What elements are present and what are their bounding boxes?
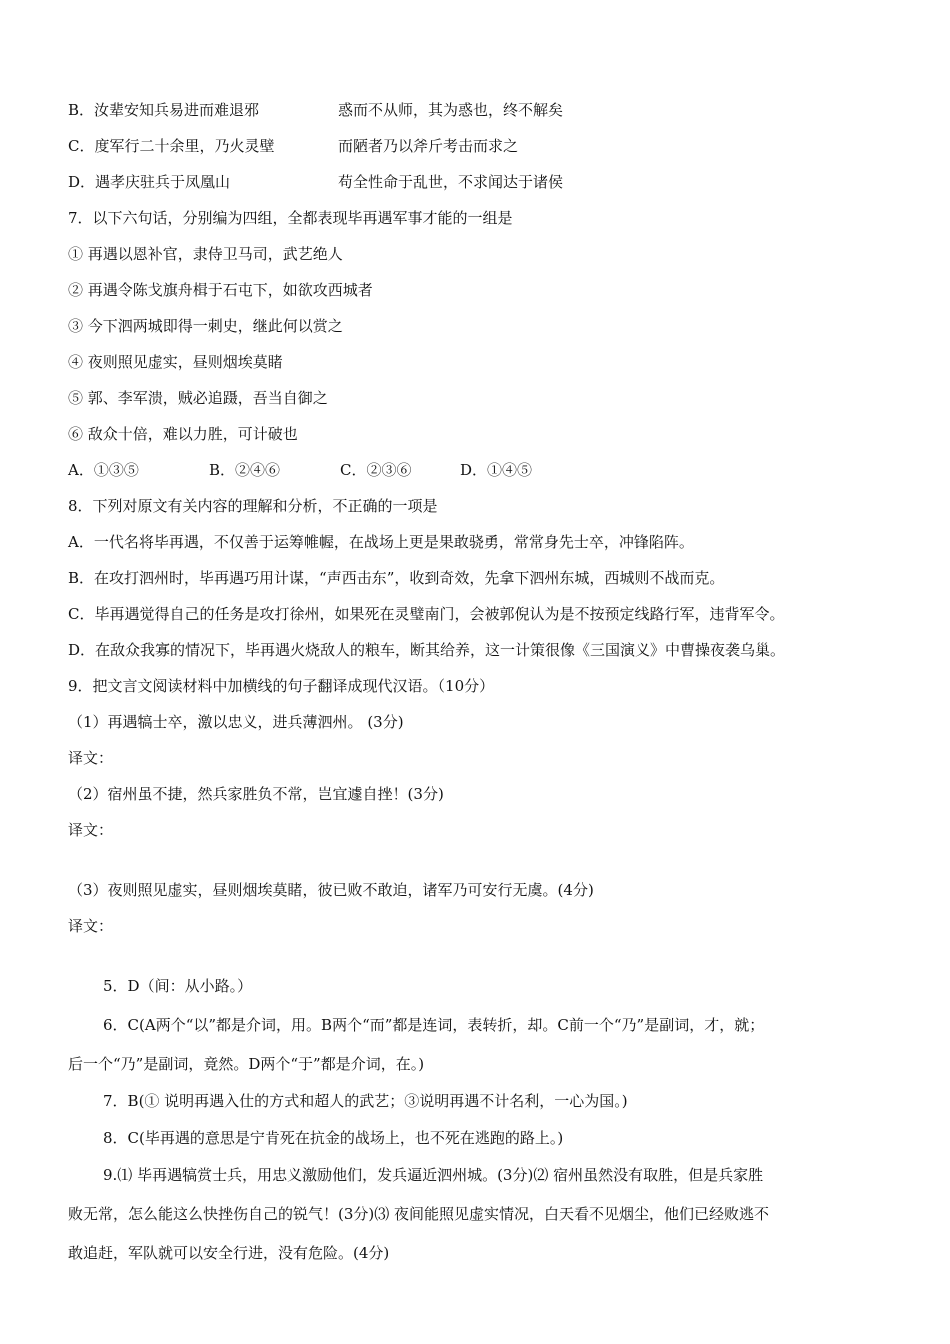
q6-option-d	[68, 172, 564, 192]
q7-sentence-6: ⑥ 敌众十倍，难以力胜，可计破也	[68, 425, 298, 443]
q6-option-b	[68, 100, 564, 120]
q7-choice-d: D．①④⑤	[460, 461, 533, 479]
answer-9-line-1: 9.⑴ 毕再遇犒赏士兵，用忠义激励他们，发兵逼近泗州城。(3分)⑵ 宿州虽然没有取胜，但是兵家胜	[103, 1166, 764, 1184]
q7-sentence-1: ① 再遇以恩补官，隶侍卫马司，武艺绝人	[68, 245, 343, 263]
answer-7: 7．B(① 说明再遇入仕的方式和超人的武艺；③说明再遇不计名利，一心为国。)	[103, 1092, 628, 1110]
q7-sentence-5: ⑤ 郭、李军溃，贼必追蹑，吾当自御之	[68, 389, 328, 407]
q8-option-b: B．在攻打泗州时，毕再遇巧用计谋，“声西击东”，收到奇效，先拿下泗州东城，西城则不战而克。	[68, 569, 725, 587]
q6-option-b-left: B．汝辈安知兵易进而难退邪	[68, 101, 260, 119]
q6-option-b-right: 惑而不从师，其为惑也，终不解矣	[338, 101, 564, 119]
q7-stem: 7．以下六句话，分别编为四组，全都表现毕再遇军事才能的一组是	[68, 209, 513, 227]
q8-option-c: C．毕再遇觉得自己的任务是攻打徐州，如果死在灵璧南门，会被郭倪认为是不按预定线路行军，违背军令。	[68, 605, 785, 623]
q6-option-c	[68, 136, 519, 156]
q7-sentence-2: ② 再遇令陈戈旗舟楫于石屯下，如欲攻西城者	[68, 281, 373, 299]
q6-option-d-left: D．遇孝庆驻兵于凤凰山	[68, 173, 231, 191]
q9-item-3-answer-label: 译文：	[68, 917, 114, 935]
q9-item-2-answer-label: 译文：	[68, 821, 114, 839]
q7-choice-a: A．①③⑤	[68, 461, 139, 479]
q9-item-1-answer-label: 译文：	[68, 749, 114, 767]
q8-stem: 8．下列对原文有关内容的理解和分析，不正确的一项是	[68, 497, 438, 515]
q6-option-d-right: 苟全性命于乱世，不求闻达于诸侯	[338, 173, 564, 191]
answer-8: 8．C(毕再遇的意思是宁肯死在抗金的战场上，也不死在逃跑的路上。)	[103, 1129, 564, 1147]
q8-option-d: D．在敌众我寡的情况下，毕再遇火烧敌人的粮车，断其给养，这一计策很像《三国演义》中曹操夜袭乌巢。	[68, 641, 786, 659]
answer-6-line-2: 后一个“乃”是副词，竟然。D两个“于”都是介词，在。)	[68, 1055, 425, 1073]
q8-option-a: A．一代名将毕再遇，不仅善于运筹帷幄，在战场上更是果敢骁勇，常常身先士卒，冲锋陷阵。	[68, 533, 694, 551]
q7-choice-c: C．②③⑥	[340, 461, 412, 479]
q6-option-c-right: 而陋者乃以斧斤考击而求之	[338, 137, 519, 155]
answer-5: 5．D（间：从小路。）	[103, 977, 253, 995]
answer-9-line-2: 败无常，怎么能这么快挫伤自己的锐气！(3分)⑶ 夜间能照见虚实情况，白天看不见烟尘，他们已经败逃不	[68, 1205, 770, 1223]
q7-choices	[68, 460, 532, 480]
q7-choice-b: B．②④⑥	[209, 461, 281, 479]
q9-item-3: （3）夜则照见虚实，昼则烟埃莫睹，彼已败不敢迫，诸军乃可安行无虞。(4分)	[68, 881, 594, 899]
q9-stem: 9．把文言文阅读材料中加横线的句子翻译成现代汉语。（10分）	[68, 677, 495, 695]
answer-9-line-3: 敢追赶，军队就可以安全行进，没有危险。(4分)	[68, 1244, 390, 1262]
q7-sentence-3: ③ 今下泗两城即得一刺史，继此何以赏之	[68, 317, 343, 335]
q9-item-2: （2）宿州虽不捷，然兵家胜负不常，岂宜遽自挫！(3分)	[68, 785, 444, 803]
q6-option-c-left: C．度军行二十余里，乃火灵壁	[68, 137, 275, 155]
answer-6-line-1: 6．C(A两个“以”都是介词，用。B两个“而”都是连词，表转折，却。C前一个“乃”是副词，才，就；	[103, 1016, 765, 1034]
q9-item-1: （1）再遇犒士卒，激以忠义，进兵薄泗州。 (3分)	[68, 713, 404, 731]
q7-sentence-4: ④ 夜则照见虚实，昼则烟埃莫睹	[68, 353, 283, 371]
